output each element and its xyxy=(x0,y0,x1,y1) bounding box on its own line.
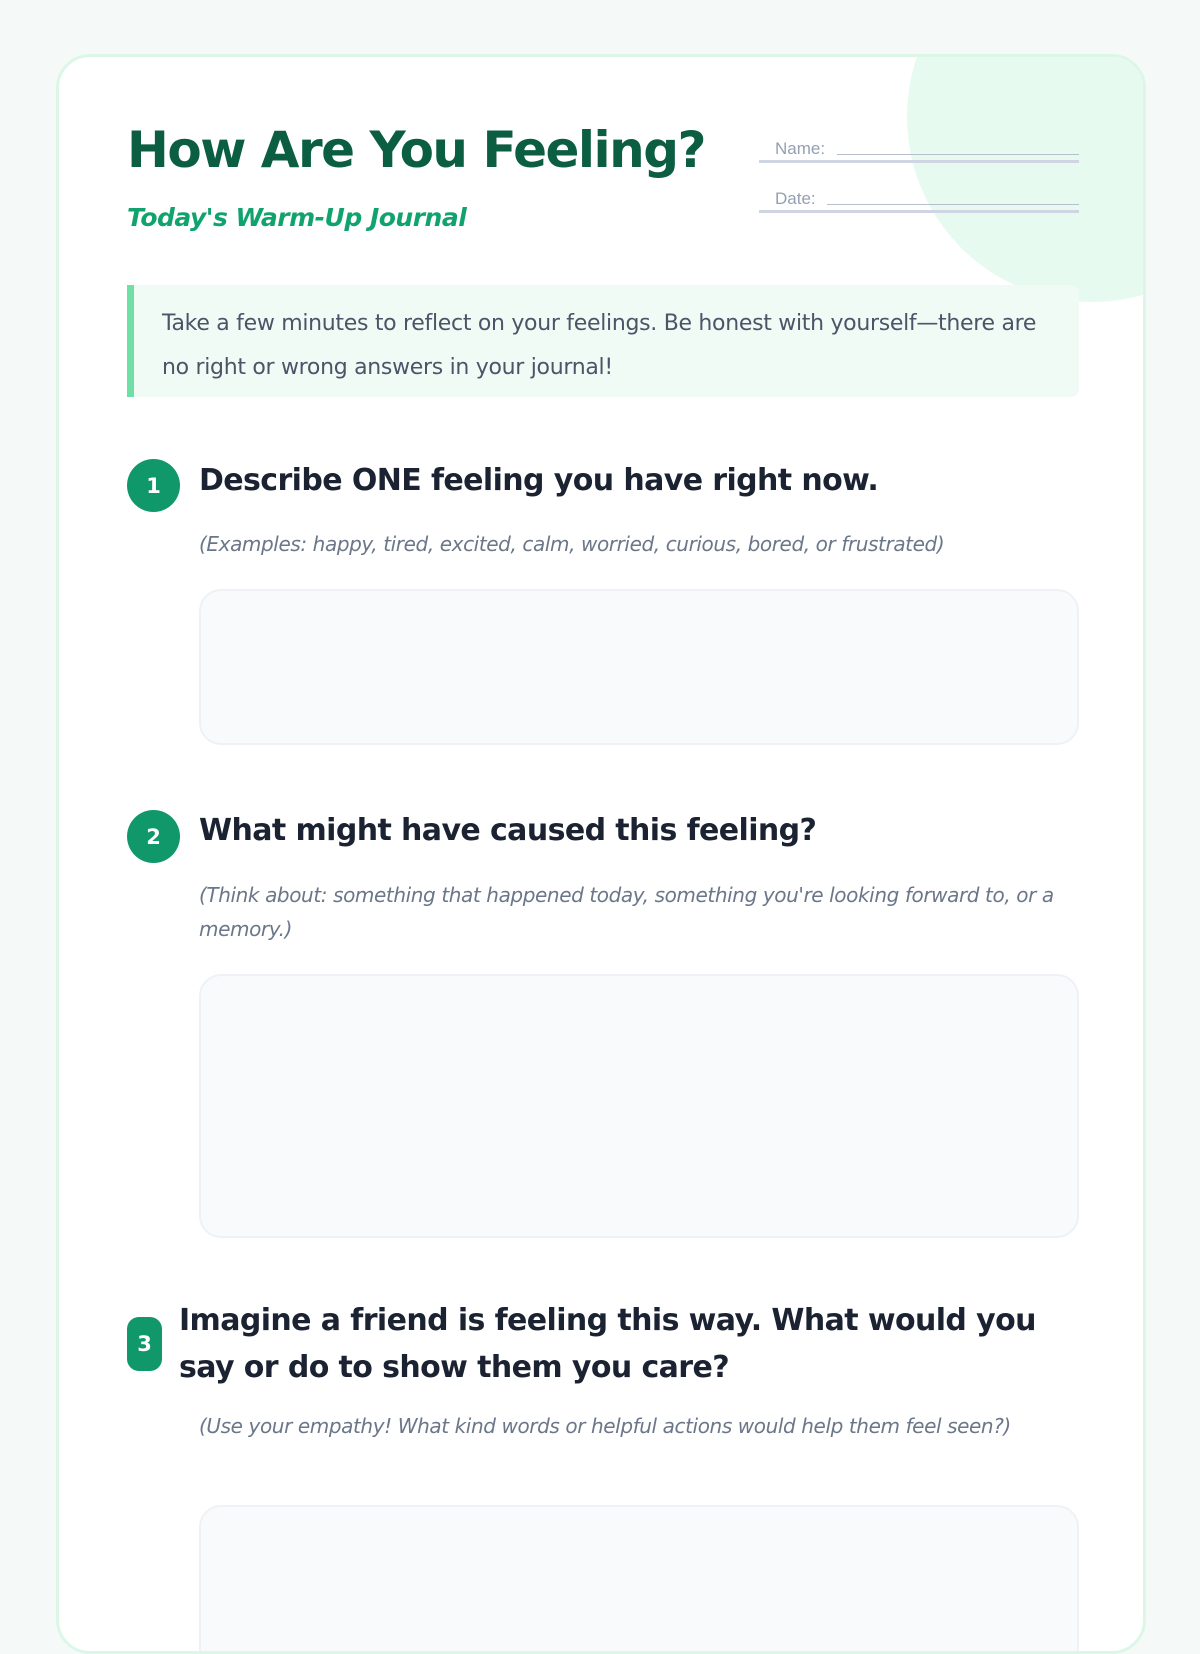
answer-box[interactable] xyxy=(199,1505,1079,1654)
name-field[interactable] xyxy=(759,127,1079,163)
page-title: How Are You Feeling? xyxy=(127,121,706,179)
page-subtitle: Today's Warm-Up Journal xyxy=(127,203,467,232)
name-underline xyxy=(837,154,1079,155)
answer-box[interactable] xyxy=(199,974,1079,1238)
name-label: Name: xyxy=(775,139,826,158)
question-number-badge: 2 xyxy=(127,810,180,863)
date-underline xyxy=(827,204,1079,205)
journal-card xyxy=(56,54,1146,1654)
date-label: Date: xyxy=(775,189,816,208)
intro-text: Take a few minutes to reflect on your feelings. Be honest with yourself—there are no right or wrong answers in your journal! xyxy=(162,311,1037,380)
question-hint: (Examples: happy, tired, excited, calm, worried, curious, bored, or frustrated) xyxy=(199,532,945,556)
intro-callout xyxy=(127,285,1079,397)
question-hint: (Use your empathy! What kind words or helpful actions would help them feel seen?) xyxy=(199,1414,1011,1438)
question-title: Describe ONE feeling you have right now. xyxy=(199,463,879,498)
question-number-badge: 1 xyxy=(127,459,180,512)
question-title: Imagine a friend is feeling this way. What would you say or do to show them you care? xyxy=(179,1303,1036,1385)
question-title: What might have caused this feeling? xyxy=(199,813,817,848)
question-number-badge: 3 xyxy=(127,1317,162,1371)
question-hint: (Think about: something that happened today, something you're looking forward to, or a memory.) xyxy=(199,883,1054,941)
answer-box[interactable] xyxy=(199,589,1079,745)
date-field[interactable] xyxy=(759,177,1079,213)
